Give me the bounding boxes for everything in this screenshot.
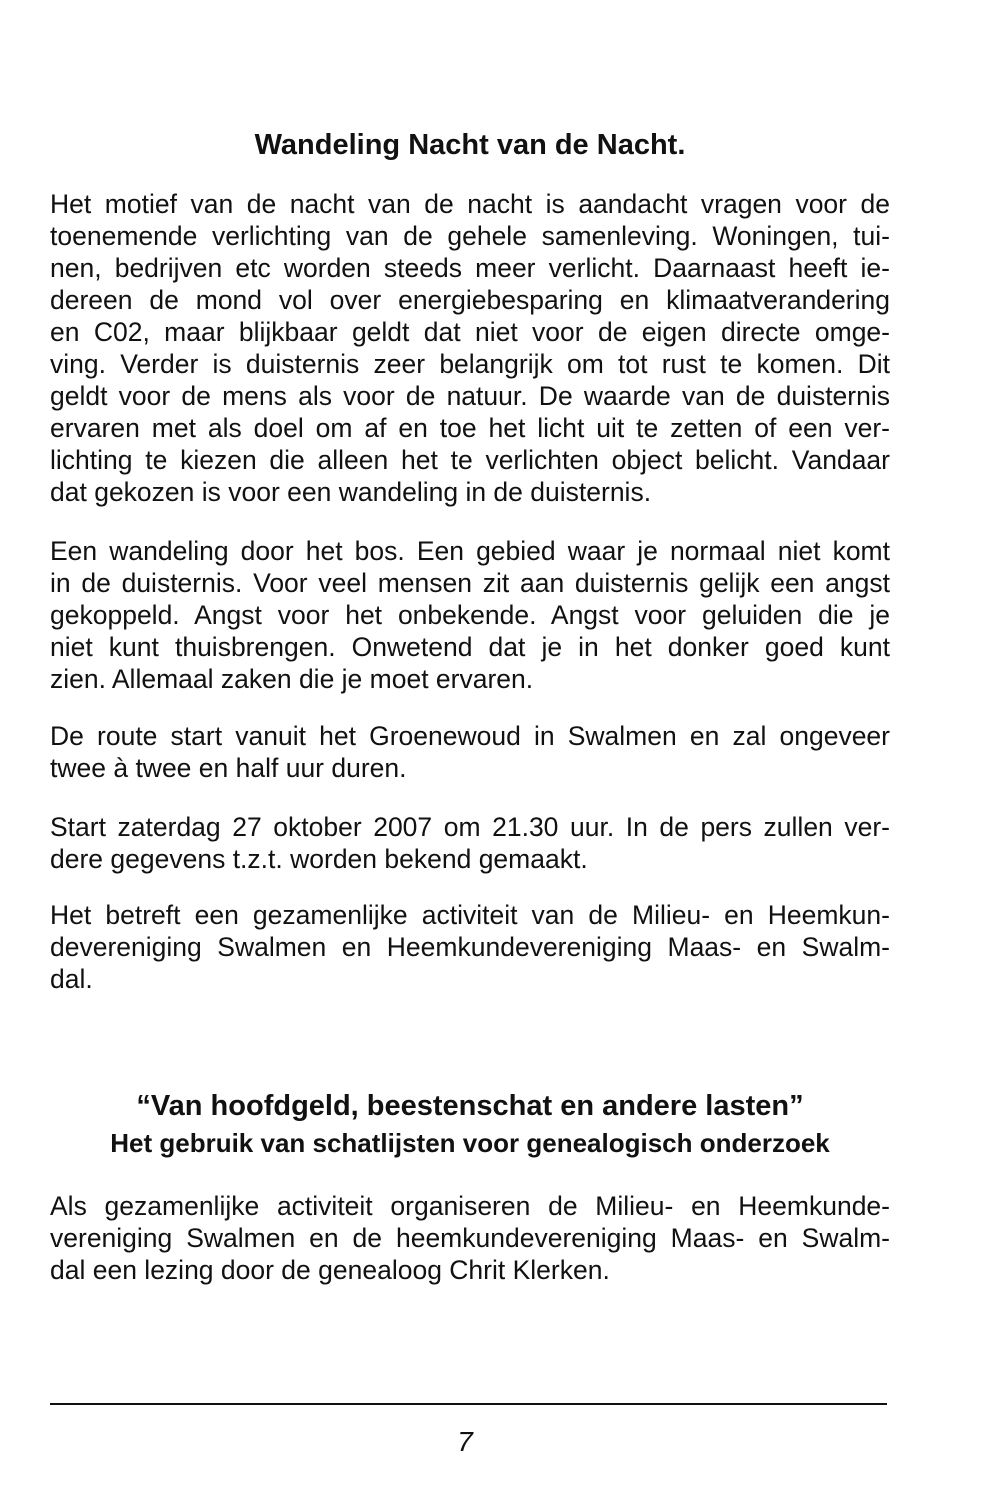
text-line: De route start vanuit het Groenewoud in Swalmen en zal ongeveer: [50, 721, 890, 751]
text-line: dereen de mond vol over energiebesparing en klimaatverandering: [50, 285, 890, 315]
text-line: Start zaterdag 27 oktober 2007 om 21.30 uur. In de pers zullen ver-: [50, 812, 890, 842]
paragraph-activiteit: [50, 899, 890, 995]
text-line: zien. Allemaal zaken die je moet ervaren.: [50, 664, 534, 694]
text-line: twee à twee en half uur duren.: [50, 753, 407, 783]
text-line: lichting te kiezen die alleen het te verlichten object belicht. Vandaar: [50, 445, 890, 475]
section-subtitle-schatlijsten: Het gebruik van schatlijsten voor genealogisch onderzoek: [110, 1128, 830, 1158]
text-line: gekoppeld. Angst voor het onbekende. Angst voor geluiden die je: [50, 600, 890, 630]
text-line: dere gegevens t.z.t. worden bekend gemaakt.: [50, 844, 588, 874]
text-line: Het betreft een gezamenlijke activiteit van de Milieu- en Heemkun-: [50, 900, 890, 930]
text-line: Als gezamenlijke activiteit organiseren de Milieu- en Heemkunde-: [50, 1191, 890, 1221]
text-line: in de duisternis. Voor veel mensen zit aan duisternis gelijk een angst: [50, 568, 890, 598]
text-line: devereniging Swalmen en Heemkundevereniging Maas- en Swalm-: [50, 932, 890, 962]
text-line: ving. Verder is duisternis zeer belangrijk om tot rust te komen. Dit: [50, 349, 890, 379]
text-line: nen, bedrijven etc worden steeds meer verlicht. Daarnaast heeft ie-: [50, 253, 890, 283]
page-number: 7: [457, 1426, 473, 1457]
paragraph-lezing: [50, 1190, 890, 1286]
text-line: dal een lezing door de genealoog Chrit Klerken.: [50, 1255, 610, 1285]
text-line: niet kunt thuisbrengen. Onwetend dat je in het donker goed kunt: [50, 632, 890, 662]
text-line: vereniging Swalmen en de heemkundevereniging Maas- en Swalm-: [50, 1223, 890, 1253]
text-line: dat gekozen is voor een wandeling in de duisternis.: [50, 477, 652, 507]
text-line: ervaren met als doel om af en toe het licht uit te zetten of een ver-: [50, 413, 890, 443]
paragraph-route: [50, 720, 890, 784]
text-line: Een wandeling door het bos. Een gebied waar je normaal niet komt: [50, 536, 890, 566]
paragraph-bos: [50, 535, 890, 695]
text-line: en C02, maar blijkbaar geldt dat niet voor de eigen directe omge-: [50, 317, 890, 347]
section-title-hoofdgeld: “Van hoofdgeld, beestenschat en andere lasten”: [136, 1090, 804, 1122]
text-line: toenemende verlichting van de gehele samenleving. Woningen, tui-: [50, 221, 890, 251]
footer-divider: [50, 1403, 887, 1405]
text-line: Het motief van de nacht van de nacht is aandacht vragen voor de: [50, 189, 890, 219]
paragraph-motief: [50, 188, 890, 508]
paragraph-start: [50, 811, 890, 875]
text-line: geldt voor de mens als voor de natuur. De waarde van de duisternis: [50, 381, 890, 411]
text-line: dal.: [50, 964, 93, 994]
section-title-wandeling: Wandeling Nacht van de Nacht.: [254, 129, 686, 161]
